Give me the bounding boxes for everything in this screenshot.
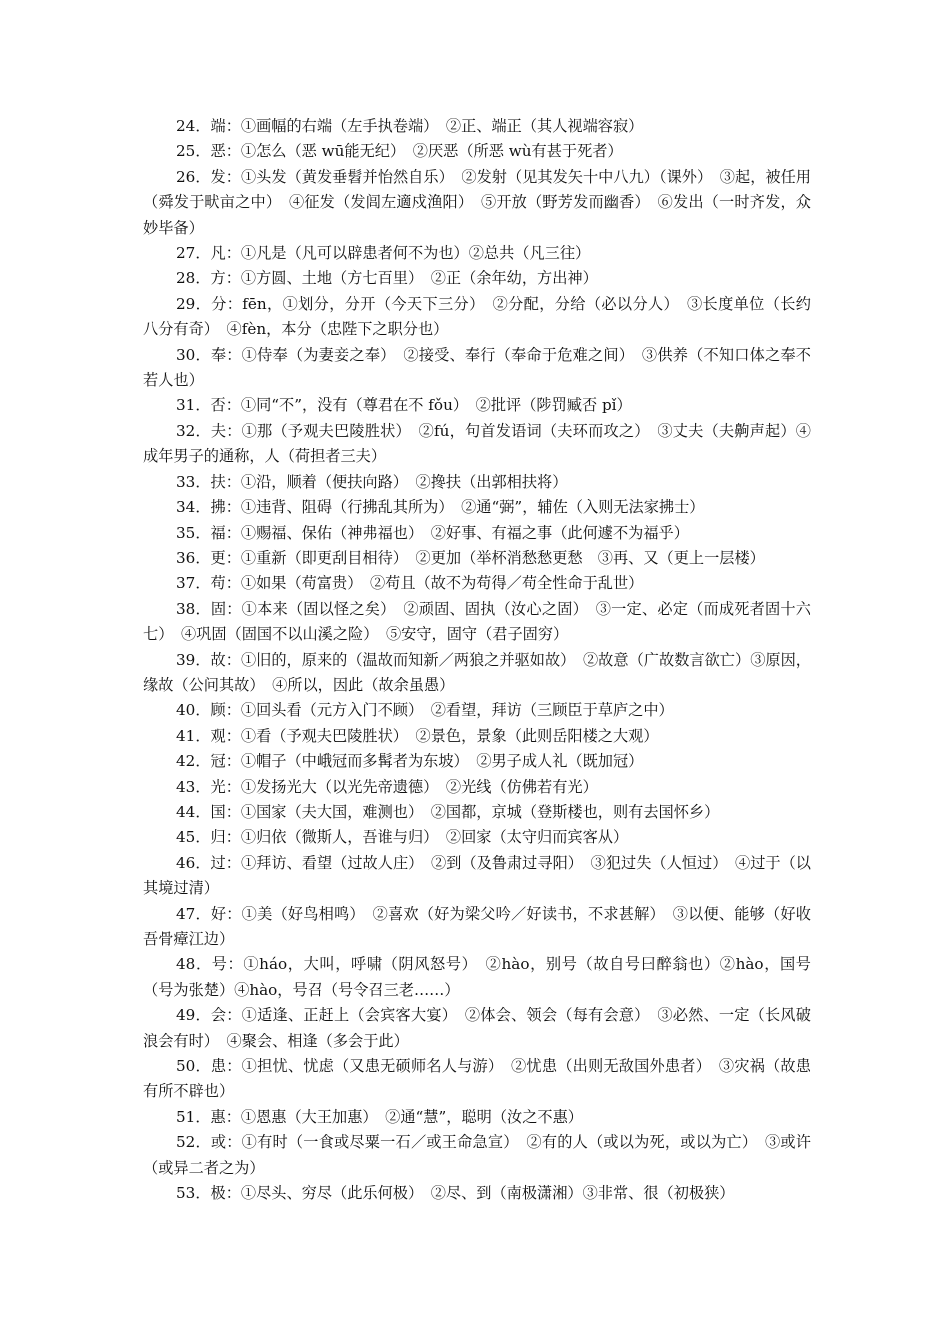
entry-30: 30．奉：①侍奉（为妻妾之奉） ②接受、奉行（奉命于危难之间） ③供养（不知口体之奉不若人也） (143, 345, 811, 390)
entry-26: 26．发：①头发（黄发垂髫并怡然自乐） ②发射（见其发矢十中八九）（课外） ③起，被任用（舜发于畎亩之中） ④征发（发闾左適戍渔阳） ⑤开放（野芳发而幽香） ⑥发出（一时齐发，众妙毕备） (143, 167, 811, 237)
entry-37: 37．苟：①如果（苟富贵） ②苟且（故不为苟得／苟全性命于乱世） (176, 574, 644, 593)
entry-34: 34．拂：①违背、阻碍（行拂乱其所为） ②通“弼”，辅佐（入则无法家拂士） (176, 498, 705, 517)
entry-41: 41．观：①看（予观夫巴陵胜状） ②景色，景象（此则岳阳楼之大观） (176, 726, 659, 745)
entry-27: 27．凡：①凡是（凡可以辟患者何不为也）②总共（凡三往） (176, 244, 591, 263)
entry-31: 31．否：①同“不”，没有（尊君在不 fǒu） ②批评（陟罚臧否 pǐ） (176, 396, 632, 415)
entry-25: 25．恶：①怎么（恶 wū能无纪） ②厌恶（所恶 wù有甚于死者） (176, 142, 623, 161)
document-page (143, 114, 811, 1206)
entry-44: 44．国：①国家（夫大国，难测也） ②国都，京城（登斯楼也，则有去国怀乡） (176, 802, 720, 821)
entry-52: 52．或：①有时（一食或尽粟一石／或王命急宣） ②有的人（或以为死，或以为亡） ③或许（或异二者之为） (143, 1133, 811, 1177)
entry-40: 40．顾：①回头看（元方入门不顾） ②看望，拜访（三顾臣于草庐之中） (176, 701, 674, 720)
entry-46: 46．过：①拜访、看望（过故人庄） ②到（及鲁肃过寻阳） ③犯过失（人恒过） ④过于（以其境过清） (143, 853, 811, 898)
entry-42: 42．冠：①帽子（中峨冠而多髯者为东坡） ②男子成人礼（既加冠） (176, 752, 644, 771)
entry-50: 50．患：①担忧、忧虑（又患无硕师名人与游） ②忧患（出则无敌国外患者） ③灾祸（故患有所不辟也） (143, 1057, 811, 1101)
entry-47: 47．好：①美（好鸟相鸣） ②喜欢（好为梁父吟／好读书，不求甚解） ③以便、能够（好收吾骨瘴江边） (143, 904, 811, 948)
entry-33: 33．扶：①沿，顺着（便扶向路） ②搀扶（出郭相扶将） (176, 472, 568, 491)
entry-39: 39．故：①旧的，原来的（温故而知新／两狼之并驱如故） ②故意（广故数言欲亡）③原因，缘故（公问其故） ④所以，因此（故余虽愚） (143, 650, 811, 694)
entry-29: 29．分：fēn，①划分，分开（今天下三分） ②分配，分给（必以分人） ③长度单位（长约八分有奇） ④fèn，本分（忠陛下之职分也） (143, 294, 811, 339)
entry-43: 43．光：①发扬光大（以光先帝遗德） ②光线（仿佛若有光） (176, 777, 598, 796)
entry-49: 49．会：①适逢、正赶上（会宾客大宴） ②体会、领会（每有会意） ③必然、一定（长风破浪会有时） ④聚会、相逢（多会于此） (143, 1006, 811, 1050)
entry-45: 45．归：①归依（微斯人，吾谁与归） ②回家（太守归而宾客从） (176, 828, 629, 847)
entry-35: 35．福：①赐福、保佑（神弗福也） ②好事、有福之事（此何遽不为福乎） (176, 523, 689, 542)
entry-32: 32．夫：①那（予观夫巴陵胜状） ②fú，句首发语词（夫环而攻之） ③丈夫（夫齁声起）④成年男子的通称，人（荷担者三夫） (143, 421, 811, 466)
entry-51: 51．惠：①恩惠（大王加惠） ②通“慧”，聪明（汝之不惠） (176, 1107, 583, 1126)
entry-28: 28．方：①方圆、土地（方七百里） ②正（余年幼，方出神） (176, 269, 598, 288)
entry-38: 38．固：①本来（固以怪之矣） ②顽固、固执（汝心之固） ③一定、必定（而成死者固十六七） ④巩固（固国不以山溪之险） ⑤安守，固守（君子固穷） (143, 599, 811, 644)
entry-53: 53．极：①尽头、穷尽（此乐何极） ②尽、到（南极潇湘）③非常、很（初极狭） (176, 1184, 735, 1203)
entry-36: 36．更：①重新（即更刮目相待） ②更加（举杯消愁愁更愁 ③再、又（更上一层楼） (176, 548, 765, 567)
entry-24: 24．端：①画幅的右端（左手执卷端） ②正、端正（其人视端容寂） (176, 117, 644, 135)
entry-48: 48．号：①háo，大叫，呼啸（阴风怒号） ②hào，别号（故自号曰醉翁也）②hào，国号（号为张楚）④hào，号召（号令召三老……） (143, 955, 811, 999)
